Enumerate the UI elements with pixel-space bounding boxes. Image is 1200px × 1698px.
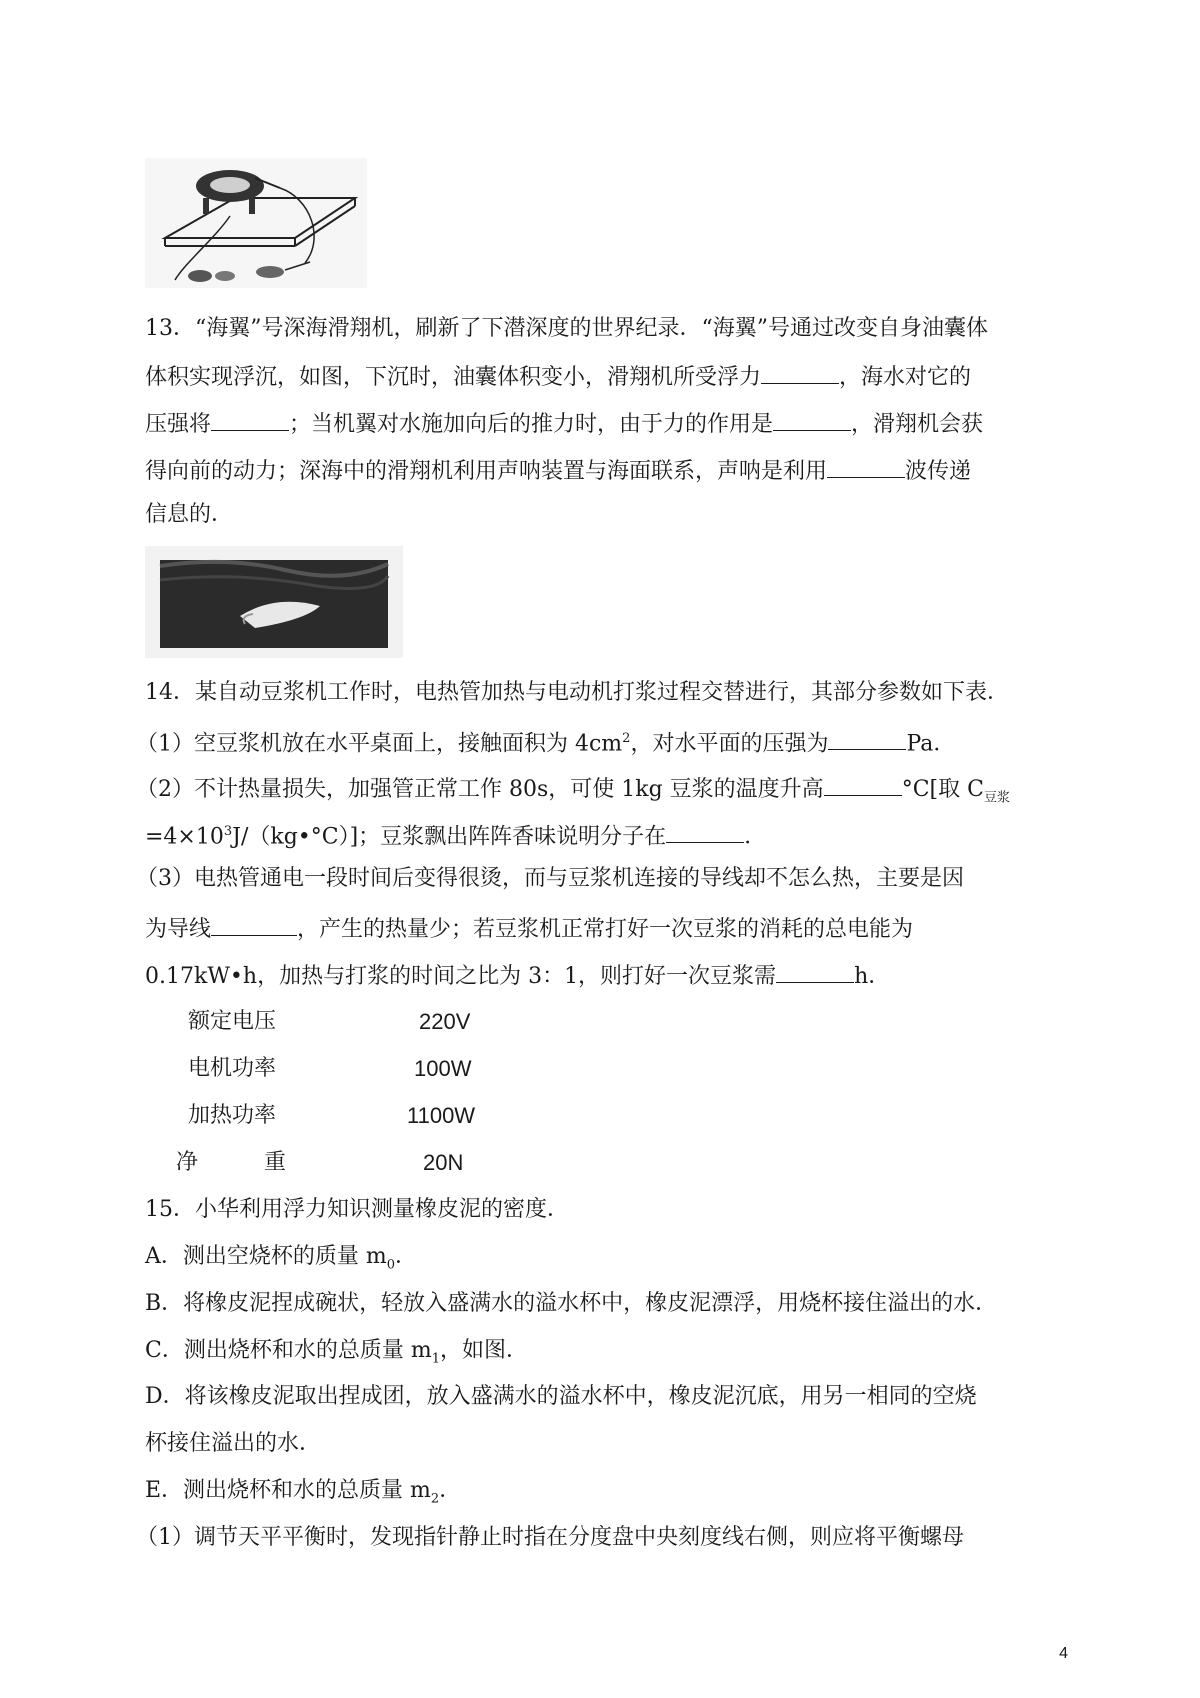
- q14-text: °C[取 C: [901, 777, 984, 802]
- q15-text: ，如图．: [439, 1338, 528, 1363]
- q15-step-e: [145, 1476, 461, 1514]
- q14-text: Pa．: [906, 731, 956, 757]
- q13-text: 体积实现浮沉，如图，下沉时，油囊体积变小，滑翔机所受浮力: [145, 365, 762, 390]
- table-label: 加热功率: [188, 1103, 277, 1128]
- table-value: 220V: [419, 1009, 471, 1034]
- answer-blank[interactable]: [827, 453, 905, 478]
- q14-text: 为导线: [145, 917, 212, 942]
- figure-coil-apparatus: [145, 158, 367, 288]
- q13-line-2: [145, 359, 971, 393]
- table-value: 20N: [423, 1150, 464, 1175]
- q13-text: 压强将: [145, 412, 212, 437]
- answer-blank[interactable]: [211, 911, 297, 936]
- subscript: 1: [431, 1351, 440, 1367]
- q15-text: A．测出空烧杯的质量 m: [145, 1244, 387, 1269]
- q14-text: =4×10: [145, 824, 224, 850]
- q14-text: 0.17kW•h，加热与打浆的时间之比为 3：1，则打好一次豆浆需: [145, 964, 777, 989]
- coil-apparatus-drawing: [145, 158, 367, 288]
- q14-text: （2）不计热量损失，加强管正常工作 80s，可使 1kg 豆浆的温度升高: [136, 777, 824, 802]
- underwater-glider-drawing: [145, 546, 403, 658]
- answer-blank[interactable]: [828, 725, 906, 750]
- answer-blank[interactable]: [824, 771, 902, 796]
- q13-text: 得向前的动力；深海中的滑翔机利用声呐装置与海面联系，声呐是利用: [145, 459, 828, 484]
- table-label: 净 重: [176, 1150, 287, 1175]
- q15-line-1: 15．小华利用浮力知识测量橡皮泥的密度．: [145, 1197, 569, 1222]
- q14-line-1: 14．某自动豆浆机工作时，电热管加热与电动机打浆过程交替进行，其部分参数如下表．: [145, 680, 1009, 705]
- q14-part-3-line-3: [145, 958, 890, 992]
- answer-blank[interactable]: [773, 406, 851, 431]
- q13-text: 波传递: [905, 459, 972, 484]
- q15-text: E．测出烧杯和水的总质量 m: [145, 1478, 431, 1503]
- q15-step-d: D．将该橡皮泥取出捏成团，放入盛满水的溢水杯中，橡皮泥沉底，用另一相同的空烧: [145, 1384, 977, 1409]
- q13-line-4: [145, 453, 971, 487]
- q15-part-1: （1）调节天平平衡时，发现指针静止时指在分度盘中央刻度线右侧，则应将平衡螺母: [136, 1525, 964, 1550]
- q14-part-2-cont: [145, 817, 766, 852]
- q14-text: ，产生的热量少；若豆浆机正常打好一次豆浆的消耗的总电能为: [297, 917, 914, 942]
- q14-part-3: （3）电热管通电一段时间后变得很烫，而与豆浆机连接的导线却不怎么热，主要是因: [136, 866, 964, 891]
- q14-part-3-line-2: [145, 911, 913, 945]
- q15-step-a: [145, 1242, 417, 1280]
- subscript: 0: [386, 1257, 396, 1273]
- q13-text: ，海水对它的: [839, 365, 972, 390]
- q15-text: ．: [439, 1478, 462, 1503]
- q15-step-c: [145, 1336, 528, 1374]
- q13-line-3: [145, 406, 983, 440]
- subscript: 豆浆: [983, 790, 1010, 806]
- superscript: 2: [622, 731, 631, 746]
- answer-blank[interactable]: [211, 406, 289, 431]
- q15-step-d-cont: 杯接住溢出的水．: [145, 1431, 322, 1456]
- answer-blank[interactable]: [666, 818, 744, 843]
- page-number: 4: [1059, 1645, 1068, 1662]
- answer-blank[interactable]: [761, 359, 839, 384]
- q13-text: ；当机翼对水施加向后的推力时，由于力的作用是: [289, 412, 774, 437]
- superscript: 3: [223, 824, 233, 839]
- subscript: 2: [430, 1491, 440, 1507]
- q14-part-2: [136, 771, 1010, 813]
- q14-text: J/（kg•°C）]；豆浆飘出阵阵香味说明分子在: [232, 824, 667, 850]
- q13-text: ，滑翔机会获: [851, 412, 984, 437]
- q15-step-b: B．将橡皮泥捏成碗状，轻放入盛满水的溢水杯中，橡皮泥漂浮，用烧杯接住溢出的水．: [145, 1291, 998, 1316]
- q13-line-1: 13．“海翼”号深海滑翔机，刷新了下潜深度的世界纪录．“海翼”号通过改变自身油囊体: [145, 316, 988, 341]
- q14-text: ，对水平面的压强为: [630, 731, 829, 757]
- table-label: 额定电压: [188, 1009, 277, 1034]
- answer-blank[interactable]: [776, 958, 854, 983]
- q15-text: C．测出烧杯和水的总质量 m: [145, 1338, 432, 1363]
- q15-text: ．: [395, 1244, 418, 1269]
- table-value: 1100W: [407, 1103, 476, 1128]
- q13-line-5: 信息的．: [145, 502, 234, 527]
- q14-text: ．: [744, 824, 767, 850]
- table-value: 100W: [414, 1056, 472, 1081]
- figure-underwater-glider: [145, 546, 403, 658]
- q14-text: （1）空豆浆机放在水平桌面上，接触面积为 4cm: [136, 731, 623, 757]
- q14-part-1: [136, 724, 955, 759]
- table-label: 电机功率: [188, 1056, 277, 1081]
- q14-text: h．: [854, 964, 891, 989]
